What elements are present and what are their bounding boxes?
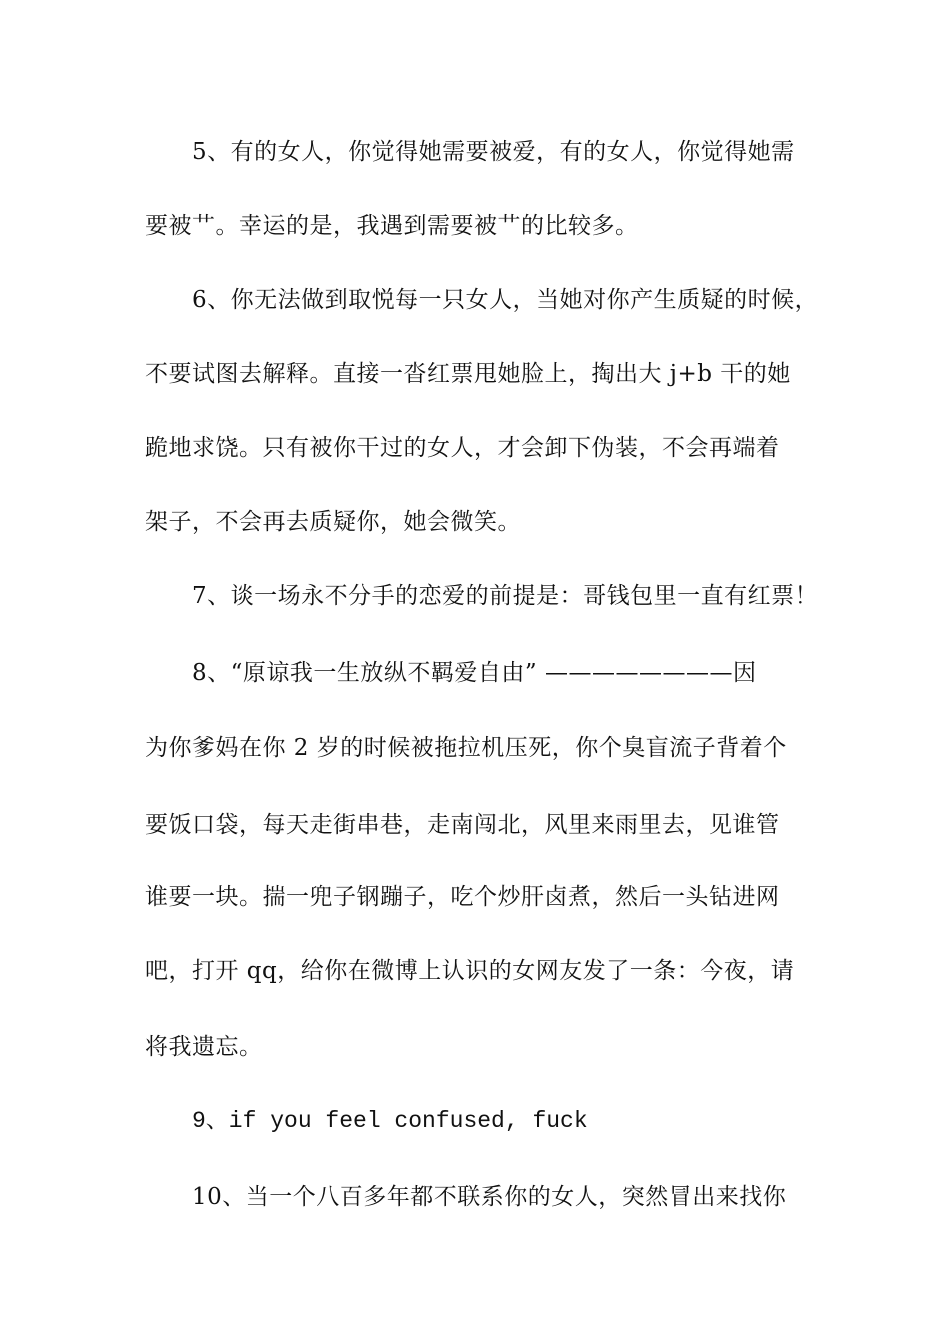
paragraph-10-line-1: 10、当一个八百多年都不联系你的女人，突然冒出来找你 bbox=[192, 1184, 787, 1210]
paragraph-5-line-1: 5、有的女人，你觉得她需要被爱，有的女人，你觉得她需 bbox=[192, 139, 795, 165]
paragraph-6-line-3: 跪地求饶。只有被你干过的女人，才会卸下伪装，不会再端着 bbox=[145, 435, 780, 461]
paragraph-9-line-1: 9、if you feel confused, fuck bbox=[192, 1108, 588, 1134]
paragraph-8-line-1: 8、“原谅我一生放纵不羁爱自由” ————————因 bbox=[192, 660, 757, 686]
paragraph-8-line-6: 将我遗忘。 bbox=[145, 1034, 263, 1060]
paragraph-6-line-2: 不要试图去解释。直接一沓红票甩她脸上，掏出大 j+b 干的她 bbox=[145, 361, 791, 387]
paragraph-5-line-2: 要被艹。幸运的是，我遇到需要被艹的比较多。 bbox=[145, 213, 639, 239]
paragraph-8-line-5: 吧，打开 qq，给你在微博上认识的女网友发了一条：今夜，请 bbox=[145, 958, 795, 984]
paragraph-6-line-1: 6、你无法做到取悦每一只女人，当她对你产生质疑的时候， bbox=[192, 287, 819, 313]
paragraph-6-line-4: 架子，不会再去质疑你，她会微笑。 bbox=[145, 509, 521, 535]
paragraph-8-line-4: 谁要一块。揣一兜子钢蹦子，吃个炒肝卤煮，然后一头钻进网 bbox=[145, 884, 780, 910]
paragraph-8-line-3: 要饭口袋，每天走街串巷，走南闯北，风里来雨里去，见谁管 bbox=[145, 812, 780, 838]
paragraph-7-line-1: 7、谈一场永不分手的恋爱的前提是：哥钱包里一直有红票！ bbox=[192, 583, 819, 609]
paragraph-8-line-2: 为你爹妈在你 2 岁的时候被拖拉机压死，你个臭盲流子背着个 bbox=[145, 735, 787, 761]
